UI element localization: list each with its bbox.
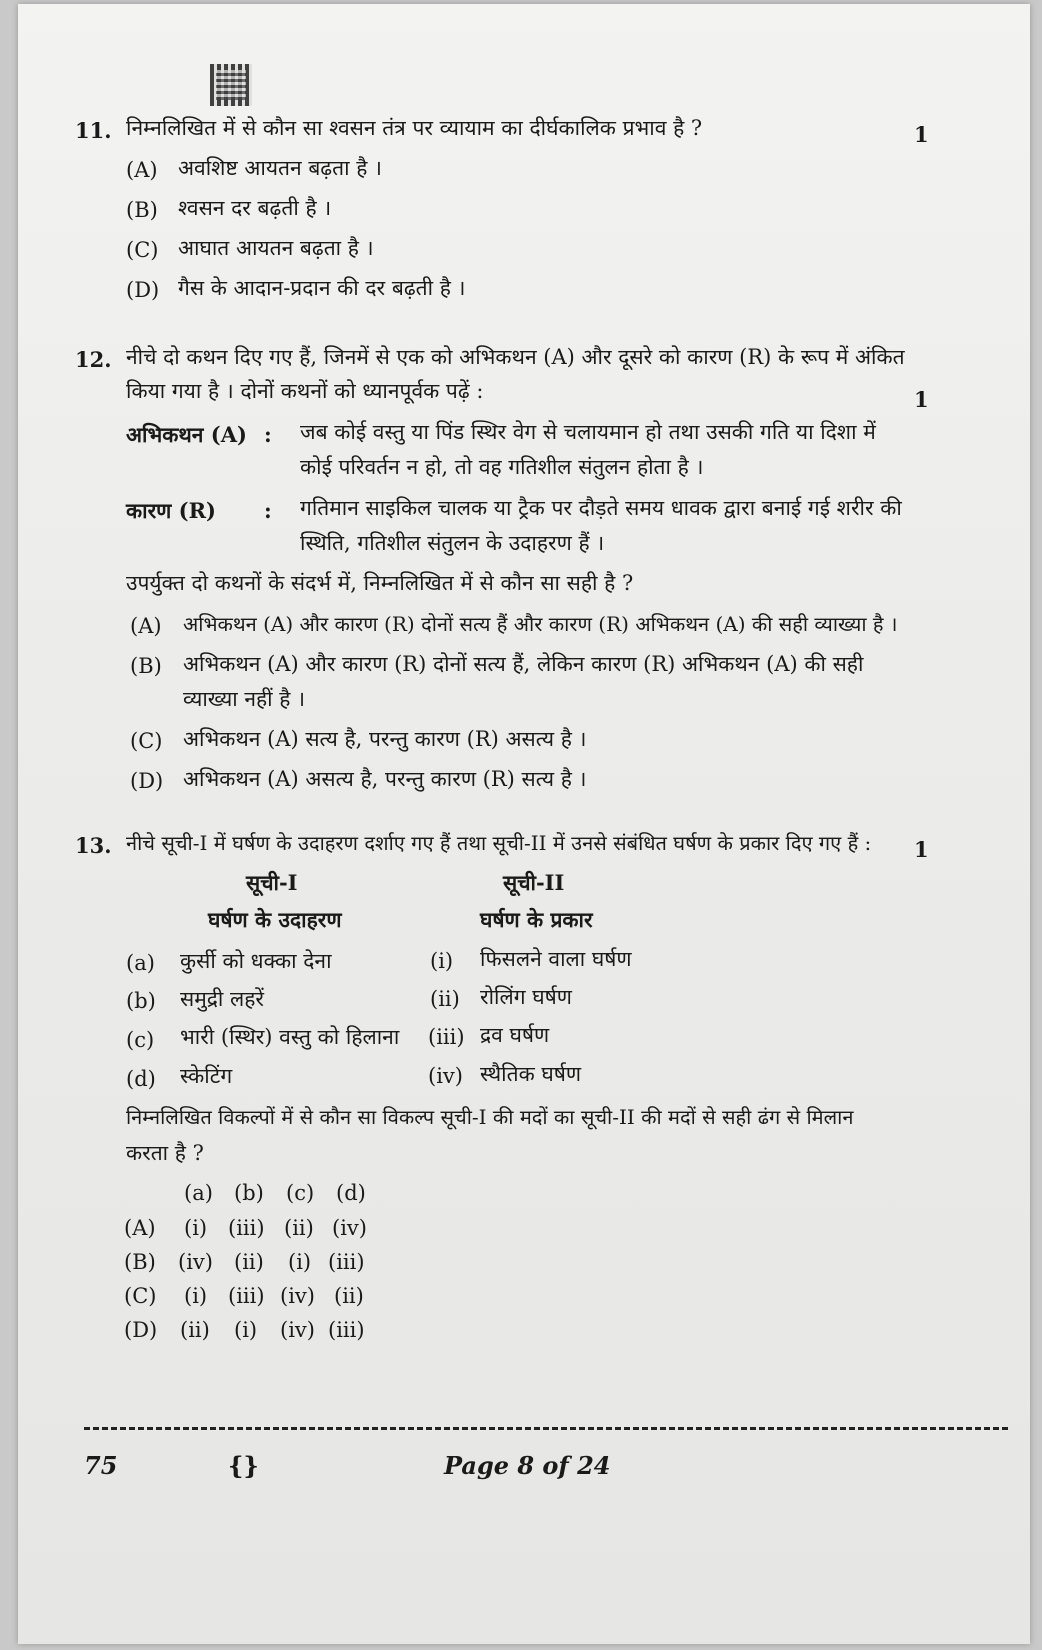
list2-subtitle: घर्षण के प्रकार	[480, 907, 593, 932]
list2-key-i: (i)	[430, 949, 454, 973]
q12-option-d-key: (D)	[130, 769, 164, 793]
q13-option-a-val: (iv)	[332, 1216, 367, 1240]
grid-header-a: (a)	[184, 1181, 213, 1205]
list1-item-d: स्केटिंग	[180, 1064, 233, 1088]
q13-option-d-key: (D)	[124, 1318, 158, 1342]
q13-option-c-val: (iii)	[228, 1284, 265, 1308]
q13-option-c-val: (iv)	[280, 1284, 315, 1308]
q12-option-a-key: (A)	[130, 614, 162, 638]
grid-header-b: (b)	[234, 1181, 264, 1205]
q13-option-a-key: (A)	[124, 1216, 156, 1240]
q13-option-d-val: (iv)	[280, 1318, 315, 1342]
q13-option-b-val: (i)	[288, 1250, 312, 1274]
list1-item-c: भारी (स्थिर) वस्तु को हिलाना	[180, 1025, 400, 1049]
list2-key-ii: (ii)	[430, 987, 460, 1011]
q12-line2: किया गया है । दोनों कथनों को ध्यानपूर्वक पढ़ें :	[126, 379, 484, 403]
list1-item-b: समुद्री लहरें	[180, 987, 264, 1011]
assertion-label: अभिकथन (A)	[126, 422, 247, 447]
q11-option-b-key: (B)	[126, 198, 158, 222]
q11-option-d-key: (D)	[126, 278, 160, 302]
q13-text: नीचे सूची-I में घर्षण के उदाहरण दर्शाए गए हैं तथा सूची-II में उनसे संबंधित घर्षण के प्रकार दिए गए हैं :	[126, 831, 872, 855]
q13-option-b-val: (iii)	[328, 1250, 365, 1274]
q11-option-c-text: आघात आयतन बढ़ता है ।	[178, 236, 374, 260]
q11-marks: 1	[914, 122, 929, 147]
set-braces: {}	[228, 1451, 259, 1480]
q11-option-a-text: अवशिष्ट आयतन बढ़ता है ।	[178, 156, 383, 180]
list1-key-d: (d)	[126, 1067, 156, 1091]
q11-option-b-text: श्वसन दर बढ़ती है ।	[178, 196, 332, 220]
q13-option-d-val: (ii)	[180, 1318, 210, 1342]
list2-key-iii: (iii)	[428, 1025, 465, 1049]
qr-code-icon	[210, 64, 252, 106]
assertion-line2: कोई परिवर्तन न हो, तो वह गतिशील संतुलन होता है ।	[300, 455, 704, 479]
reason-label: कारण (R)	[126, 498, 216, 523]
q11-option-a-key: (A)	[126, 158, 158, 182]
q13-option-c-key: (C)	[124, 1284, 157, 1308]
q13-marks: 1	[914, 837, 929, 862]
q13-option-d-val: (iii)	[328, 1318, 365, 1342]
q11-number: 11.	[75, 118, 112, 143]
q11-option-d-text: गैस के आदान-प्रदान की दर बढ़ती है ।	[178, 276, 466, 300]
list1-key-c: (c)	[126, 1028, 155, 1052]
list2-item-i: फिसलने वाला घर्षण	[480, 947, 632, 971]
q12-option-d-text: अभिकथन (A) असत्य है, परन्तु कारण (R) सत्य है ।	[183, 767, 587, 791]
list2-item-ii: रोलिंग घर्षण	[480, 985, 572, 1009]
list1-key-b: (b)	[126, 989, 156, 1013]
grid-header-c: (c)	[286, 1181, 315, 1205]
list2-item-iv: स्थैतिक घर्षण	[480, 1062, 582, 1086]
reason-line2: स्थिति, गतिशील संतुलन के उदाहरण हैं ।	[300, 531, 605, 555]
list1-subtitle: घर्षण के उदाहरण	[208, 907, 342, 932]
q13-option-d-val: (i)	[234, 1318, 258, 1342]
q13-option-a-val: (ii)	[284, 1216, 314, 1240]
q13-option-a-val: (i)	[184, 1216, 208, 1240]
q13-number: 13.	[75, 833, 112, 858]
list1-title: सूची-I	[246, 870, 298, 895]
reason-line1: गतिमान साइकिल चालक या ट्रैक पर दौड़ते समय धावक द्वारा बनाई गई शरीर की	[300, 496, 902, 520]
q12-option-a-text: अभिकथन (A) और कारण (R) दोनों सत्य हैं और कारण (R) अभिकथन (A) की सही व्याख्या है ।	[183, 612, 898, 636]
page-number: Page 8 of 24	[444, 1451, 611, 1480]
assertion-colon: :	[264, 422, 272, 447]
list2-item-iii: द्रव घर्षण	[480, 1023, 550, 1047]
reason-colon: :	[264, 498, 272, 523]
q13-option-b-key: (B)	[124, 1250, 156, 1274]
list2-title: सूची-II	[503, 870, 565, 895]
q13-prompt-line1: निम्नलिखित विकल्पों में से कौन सा विकल्प सूची-I की मदों का सूची-II की मदों से सही ढंग से मिलान	[126, 1105, 854, 1129]
q13-option-c-val: (ii)	[334, 1284, 364, 1308]
q12-line1: नीचे दो कथन दिए गए हैं, जिनमें से एक को अभिकथन (A) और दूसरे को कारण (R) के रूप में अंकित	[126, 345, 905, 369]
list1-item-a: कुर्सी को धक्का देना	[180, 949, 332, 973]
q12-option-c-text: अभिकथन (A) सत्य है, परन्तु कारण (R) असत्य है ।	[183, 727, 587, 751]
q12-option-b-text: अभिकथन (A) और कारण (R) दोनों सत्य हैं, लेकिन कारण (R) अभिकथन (A) की सही	[183, 652, 864, 676]
q13-prompt-line2: करता है ?	[126, 1141, 204, 1165]
q13-option-c-val: (i)	[184, 1284, 208, 1308]
q13-option-b-val: (iv)	[178, 1250, 213, 1274]
list2-key-iv: (iv)	[428, 1064, 463, 1088]
footer-divider	[84, 1427, 1008, 1430]
q13-option-a-val: (iii)	[228, 1216, 265, 1240]
q12-option-b-text-2: व्याख्या नहीं है ।	[183, 687, 306, 711]
grid-header-d: (d)	[336, 1181, 366, 1205]
q12-marks: 1	[914, 387, 929, 412]
q11-option-c-key: (C)	[126, 238, 159, 262]
q12-prompt: उपर्युक्त दो कथनों के संदर्भ में, निम्नलिखित में से कौन सा सही है ?	[126, 571, 634, 595]
paper-code: 75	[84, 1451, 118, 1480]
exam-page	[18, 4, 1030, 1644]
list1-key-a: (a)	[126, 951, 155, 975]
q12-option-b-key: (B)	[130, 654, 162, 678]
assertion-line1: जब कोई वस्तु या पिंड स्थिर वेग से चलायमान हो तथा उसकी गति या दिशा में	[300, 420, 876, 444]
q12-number: 12.	[75, 347, 112, 372]
q11-text: निम्नलिखित में से कौन सा श्वसन तंत्र पर व्यायाम का दीर्घकालिक प्रभाव है ?	[126, 116, 703, 140]
q12-option-c-key: (C)	[130, 729, 163, 753]
q13-option-b-val: (ii)	[234, 1250, 264, 1274]
